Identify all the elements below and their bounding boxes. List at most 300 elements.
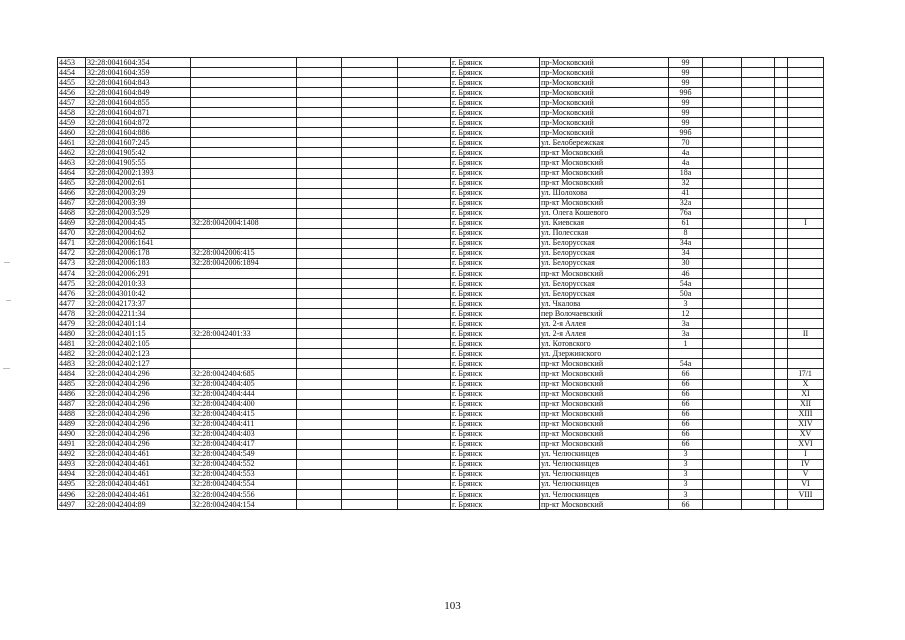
empty-cell <box>297 78 342 88</box>
house-cell: 3 <box>669 459 703 469</box>
premises-cell <box>788 228 824 238</box>
empty-cell <box>775 309 788 319</box>
sub-cadastral-cell <box>191 138 297 148</box>
row-number-cell: 4483 <box>58 359 86 369</box>
premises-cell <box>788 279 824 289</box>
empty-cell <box>703 138 742 148</box>
sub-cadastral-cell <box>191 238 297 248</box>
empty-cell <box>742 409 775 419</box>
sub-cadastral-cell <box>191 279 297 289</box>
city-cell: г. Брянск <box>451 98 540 108</box>
city-cell: г. Брянск <box>451 168 540 178</box>
premises-cell <box>788 138 824 148</box>
empty-cell <box>342 98 398 108</box>
house-cell: 3 <box>669 479 703 489</box>
empty-cell <box>398 399 451 409</box>
empty-cell <box>398 268 451 278</box>
house-cell: 66 <box>669 379 703 389</box>
table-row <box>58 138 824 148</box>
empty-cell <box>742 419 775 429</box>
empty-cell <box>297 319 342 329</box>
sub-cadastral-cell <box>191 349 297 359</box>
empty-cell <box>297 218 342 228</box>
empty-cell <box>775 349 788 359</box>
table-row <box>58 118 824 128</box>
empty-cell <box>742 268 775 278</box>
house-cell: 99 <box>669 78 703 88</box>
empty-cell <box>703 399 742 409</box>
street-cell: ул. Челюскинцев <box>540 490 669 500</box>
premises-cell <box>788 268 824 278</box>
premises-cell: XIV <box>788 419 824 429</box>
street-cell: пр-Московский <box>540 128 669 138</box>
empty-cell <box>342 419 398 429</box>
sub-cadastral-cell <box>191 319 297 329</box>
empty-cell <box>742 439 775 449</box>
empty-cell <box>398 258 451 268</box>
empty-cell <box>398 178 451 188</box>
empty-cell <box>342 138 398 148</box>
empty-cell <box>398 419 451 429</box>
table-row <box>58 279 824 289</box>
empty-cell <box>342 359 398 369</box>
house-cell: 3 <box>669 490 703 500</box>
row-number-cell: 4490 <box>58 429 86 439</box>
empty-cell <box>775 128 788 138</box>
premises-cell: XI <box>788 389 824 399</box>
street-cell: ул. Челюскинцев <box>540 479 669 489</box>
empty-cell <box>742 218 775 228</box>
premises-cell: IV <box>788 459 824 469</box>
sub-cadastral-cell <box>191 78 297 88</box>
empty-cell <box>297 399 342 409</box>
empty-cell <box>297 329 342 339</box>
premises-cell: VI <box>788 479 824 489</box>
city-cell: г. Брянск <box>451 309 540 319</box>
empty-cell <box>703 158 742 168</box>
sub-cadastral-cell <box>191 188 297 198</box>
cadastral-number-cell: 32:28:0042404:296 <box>86 369 191 379</box>
table-row <box>58 439 824 449</box>
sub-cadastral-cell <box>191 68 297 78</box>
house-cell: 66 <box>669 439 703 449</box>
empty-cell <box>775 319 788 329</box>
empty-cell <box>398 490 451 500</box>
table-row <box>58 218 824 228</box>
premises-cell <box>788 208 824 218</box>
empty-cell <box>398 98 451 108</box>
table-body <box>58 58 824 510</box>
empty-cell <box>703 279 742 289</box>
house-cell: 76а <box>669 208 703 218</box>
empty-cell <box>342 339 398 349</box>
cadastral-number-cell: 32:28:0042006:178 <box>86 248 191 258</box>
city-cell: г. Брянск <box>451 88 540 98</box>
street-cell: пр-кт Московский <box>540 369 669 379</box>
premises-cell <box>788 68 824 78</box>
street-cell: пер Волочаевский <box>540 309 669 319</box>
street-cell: ул. Олега Кошевого <box>540 208 669 218</box>
house-cell: 99 <box>669 68 703 78</box>
city-cell: г. Брянск <box>451 268 540 278</box>
row-number-cell: 4458 <box>58 108 86 118</box>
house-cell: 3 <box>669 469 703 479</box>
empty-cell <box>703 429 742 439</box>
empty-cell <box>342 299 398 309</box>
row-number-cell: 4491 <box>58 439 86 449</box>
street-cell: пр-Московский <box>540 98 669 108</box>
empty-cell <box>775 178 788 188</box>
row-number-cell: 4457 <box>58 98 86 108</box>
house-cell: 99 <box>669 58 703 68</box>
empty-cell <box>342 198 398 208</box>
empty-cell <box>742 299 775 309</box>
empty-cell <box>342 248 398 258</box>
empty-cell <box>398 439 451 449</box>
empty-cell <box>398 188 451 198</box>
empty-cell <box>297 268 342 278</box>
table-row <box>58 289 824 299</box>
row-number-cell: 4462 <box>58 148 86 158</box>
sub-cadastral-cell: 32:28:0042404:417 <box>191 439 297 449</box>
premises-cell: V <box>788 469 824 479</box>
empty-cell <box>775 68 788 78</box>
empty-cell <box>775 359 788 369</box>
house-cell: 1 <box>669 339 703 349</box>
empty-cell <box>398 248 451 258</box>
house-cell: 41 <box>669 188 703 198</box>
cadastral-number-cell: 32:28:0041604:354 <box>86 58 191 68</box>
street-cell: ул. Челюскинцев <box>540 469 669 479</box>
premises-cell <box>788 88 824 98</box>
empty-cell <box>703 299 742 309</box>
empty-cell <box>398 168 451 178</box>
sub-cadastral-cell: 32:28:0042404:552 <box>191 459 297 469</box>
table-row <box>58 238 824 248</box>
table-row <box>58 108 824 118</box>
empty-cell <box>703 88 742 98</box>
cadastral-number-cell: 32:28:0042404:296 <box>86 439 191 449</box>
city-cell: г. Брянск <box>451 208 540 218</box>
city-cell: г. Брянск <box>451 118 540 128</box>
empty-cell <box>742 78 775 88</box>
city-cell: г. Брянск <box>451 479 540 489</box>
street-cell: пр-кт Московский <box>540 500 669 510</box>
empty-cell <box>342 479 398 489</box>
empty-cell <box>703 329 742 339</box>
empty-cell <box>297 208 342 218</box>
empty-cell <box>342 349 398 359</box>
empty-cell <box>398 479 451 489</box>
city-cell: г. Брянск <box>451 369 540 379</box>
row-number-cell: 4470 <box>58 228 86 238</box>
empty-cell <box>342 118 398 128</box>
sub-cadastral-cell <box>191 339 297 349</box>
empty-cell <box>297 108 342 118</box>
empty-cell <box>703 469 742 479</box>
cadastral-number-cell: 32:28:0042173:37 <box>86 299 191 309</box>
row-number-cell: 4484 <box>58 369 86 379</box>
street-cell: пр-кт Московский <box>540 158 669 168</box>
empty-cell <box>297 309 342 319</box>
empty-cell <box>703 479 742 489</box>
empty-cell <box>297 118 342 128</box>
empty-cell <box>398 329 451 339</box>
table-row <box>58 319 824 329</box>
sub-cadastral-cell <box>191 88 297 98</box>
empty-cell <box>775 389 788 399</box>
empty-cell <box>297 500 342 510</box>
empty-cell <box>297 299 342 309</box>
row-number-cell: 4460 <box>58 128 86 138</box>
cadastral-number-cell: 32:28:0041905:55 <box>86 158 191 168</box>
house-cell: 3 <box>669 299 703 309</box>
empty-cell <box>742 289 775 299</box>
empty-cell <box>775 429 788 439</box>
empty-cell <box>703 419 742 429</box>
cadastral-number-cell: 32:28:0041604:886 <box>86 128 191 138</box>
empty-cell <box>742 178 775 188</box>
sub-cadastral-cell <box>191 309 297 319</box>
table-row <box>58 188 824 198</box>
empty-cell <box>703 459 742 469</box>
empty-cell <box>775 158 788 168</box>
table-row <box>58 419 824 429</box>
city-cell: г. Брянск <box>451 409 540 419</box>
table-row <box>58 88 824 98</box>
house-cell: 32 <box>669 178 703 188</box>
house-cell: 54а <box>669 359 703 369</box>
table-row <box>58 248 824 258</box>
empty-cell <box>742 490 775 500</box>
empty-cell <box>342 228 398 238</box>
row-number-cell: 4492 <box>58 449 86 459</box>
cadastral-number-cell: 32:28:0042006:183 <box>86 258 191 268</box>
house-cell: 8 <box>669 228 703 238</box>
row-number-cell: 4489 <box>58 419 86 429</box>
empty-cell <box>297 369 342 379</box>
empty-cell <box>742 68 775 78</box>
table-row <box>58 349 824 359</box>
empty-cell <box>742 319 775 329</box>
empty-cell <box>398 359 451 369</box>
empty-cell <box>703 178 742 188</box>
empty-cell <box>703 490 742 500</box>
cadastral-number-cell: 32:28:0042402:127 <box>86 359 191 369</box>
empty-cell <box>297 469 342 479</box>
house-cell: 99 <box>669 98 703 108</box>
empty-cell <box>775 218 788 228</box>
empty-cell <box>342 469 398 479</box>
premises-cell: I <box>788 218 824 228</box>
empty-cell <box>398 138 451 148</box>
premises-cell <box>788 248 824 258</box>
empty-cell <box>297 379 342 389</box>
empty-cell <box>342 168 398 178</box>
row-number-cell: 4461 <box>58 138 86 148</box>
empty-cell <box>398 449 451 459</box>
empty-cell <box>398 108 451 118</box>
empty-cell <box>342 490 398 500</box>
empty-cell <box>775 118 788 128</box>
house-cell: 50а <box>669 289 703 299</box>
empty-cell <box>703 319 742 329</box>
premises-cell <box>788 108 824 118</box>
cadastral-number-cell: 32:28:0042401:15 <box>86 329 191 339</box>
empty-cell <box>297 339 342 349</box>
empty-cell <box>398 289 451 299</box>
house-cell: 99 <box>669 118 703 128</box>
row-number-cell: 4469 <box>58 218 86 228</box>
city-cell: г. Брянск <box>451 68 540 78</box>
empty-cell <box>775 108 788 118</box>
empty-cell <box>398 218 451 228</box>
house-cell: 99 <box>669 108 703 118</box>
row-number-cell: 4454 <box>58 68 86 78</box>
premises-cell <box>788 500 824 510</box>
cadastral-number-cell: 32:28:0042404:89 <box>86 500 191 510</box>
empty-cell <box>775 299 788 309</box>
empty-cell <box>342 148 398 158</box>
sub-cadastral-cell <box>191 148 297 158</box>
city-cell: г. Брянск <box>451 349 540 359</box>
empty-cell <box>742 479 775 489</box>
empty-cell <box>342 128 398 138</box>
city-cell: г. Брянск <box>451 78 540 88</box>
row-number-cell: 4475 <box>58 279 86 289</box>
row-number-cell: 4466 <box>58 188 86 198</box>
empty-cell <box>742 88 775 98</box>
house-cell: 70 <box>669 138 703 148</box>
empty-cell <box>775 379 788 389</box>
house-cell: 3 <box>669 449 703 459</box>
empty-cell <box>703 128 742 138</box>
empty-cell <box>703 339 742 349</box>
empty-cell <box>703 409 742 419</box>
premises-cell <box>788 359 824 369</box>
empty-cell <box>398 279 451 289</box>
table-row <box>58 228 824 238</box>
row-number-cell: 4486 <box>58 389 86 399</box>
empty-cell <box>342 178 398 188</box>
table-row <box>58 479 824 489</box>
street-cell: пр-кт Московский <box>540 399 669 409</box>
empty-cell <box>297 128 342 138</box>
empty-cell <box>742 389 775 399</box>
row-number-cell: 4495 <box>58 479 86 489</box>
empty-cell <box>742 359 775 369</box>
empty-cell <box>775 419 788 429</box>
house-cell <box>669 349 703 359</box>
row-number-cell: 4497 <box>58 500 86 510</box>
sub-cadastral-cell: 32:28:0042006:1894 <box>191 258 297 268</box>
empty-cell <box>342 188 398 198</box>
street-cell: ул. Киевская <box>540 218 669 228</box>
table-row <box>58 449 824 459</box>
city-cell: г. Брянск <box>451 429 540 439</box>
sub-cadastral-cell: 32:28:0042401:33 <box>191 329 297 339</box>
empty-cell <box>297 359 342 369</box>
city-cell: г. Брянск <box>451 238 540 248</box>
street-cell: пр-кт Московский <box>540 178 669 188</box>
sub-cadastral-cell: 32:28:0042404:444 <box>191 389 297 399</box>
premises-cell <box>788 128 824 138</box>
empty-cell <box>297 279 342 289</box>
empty-cell <box>775 88 788 98</box>
empty-cell <box>342 429 398 439</box>
sub-cadastral-cell: 32:28:0042004:1408 <box>191 218 297 228</box>
row-number-cell: 4496 <box>58 490 86 500</box>
row-number-cell: 4482 <box>58 349 86 359</box>
empty-cell <box>703 208 742 218</box>
empty-cell <box>297 479 342 489</box>
empty-cell <box>342 379 398 389</box>
cadastral-number-cell: 32:28:0042404:296 <box>86 429 191 439</box>
empty-cell <box>297 68 342 78</box>
table-row <box>58 490 824 500</box>
house-cell: 4а <box>669 158 703 168</box>
empty-cell <box>398 299 451 309</box>
premises-cell <box>788 168 824 178</box>
empty-cell <box>742 449 775 459</box>
empty-cell <box>398 319 451 329</box>
city-cell: г. Брянск <box>451 279 540 289</box>
house-cell: 61 <box>669 218 703 228</box>
house-cell: 46 <box>669 268 703 278</box>
street-cell: ул. Шолохова <box>540 188 669 198</box>
cadastral-number-cell: 32:28:0042404:461 <box>86 490 191 500</box>
cadastral-number-cell: 32:28:0042006:1641 <box>86 238 191 248</box>
street-cell: ул. Белорусская <box>540 238 669 248</box>
table-row <box>58 198 824 208</box>
premises-cell <box>788 98 824 108</box>
city-cell: г. Брянск <box>451 108 540 118</box>
empty-cell <box>775 409 788 419</box>
empty-cell <box>297 138 342 148</box>
house-cell: 66 <box>669 399 703 409</box>
empty-cell <box>775 148 788 158</box>
cadastral-number-cell: 32:28:0042402:123 <box>86 349 191 359</box>
house-cell: 3а <box>669 329 703 339</box>
city-cell: г. Брянск <box>451 218 540 228</box>
street-cell: пр-кт Московский <box>540 429 669 439</box>
empty-cell <box>703 359 742 369</box>
sub-cadastral-cell: 32:28:0042404:405 <box>191 379 297 389</box>
empty-cell <box>342 399 398 409</box>
street-cell: пр-кт Московский <box>540 409 669 419</box>
empty-cell <box>342 218 398 228</box>
empty-cell <box>703 389 742 399</box>
city-cell: г. Брянск <box>451 299 540 309</box>
empty-cell <box>297 459 342 469</box>
table-row <box>58 359 824 369</box>
premises-cell: I7/1 <box>788 369 824 379</box>
city-cell: г. Брянск <box>451 449 540 459</box>
empty-cell <box>775 188 788 198</box>
cadastral-number-cell: 32:28:0042404:461 <box>86 449 191 459</box>
empty-cell <box>297 188 342 198</box>
empty-cell <box>703 369 742 379</box>
empty-cell <box>775 490 788 500</box>
street-cell: пр-кт Московский <box>540 419 669 429</box>
empty-cell <box>775 329 788 339</box>
empty-cell <box>297 158 342 168</box>
premises-cell <box>788 158 824 168</box>
empty-cell <box>775 289 788 299</box>
premises-cell <box>788 198 824 208</box>
empty-cell <box>342 439 398 449</box>
empty-cell <box>775 500 788 510</box>
